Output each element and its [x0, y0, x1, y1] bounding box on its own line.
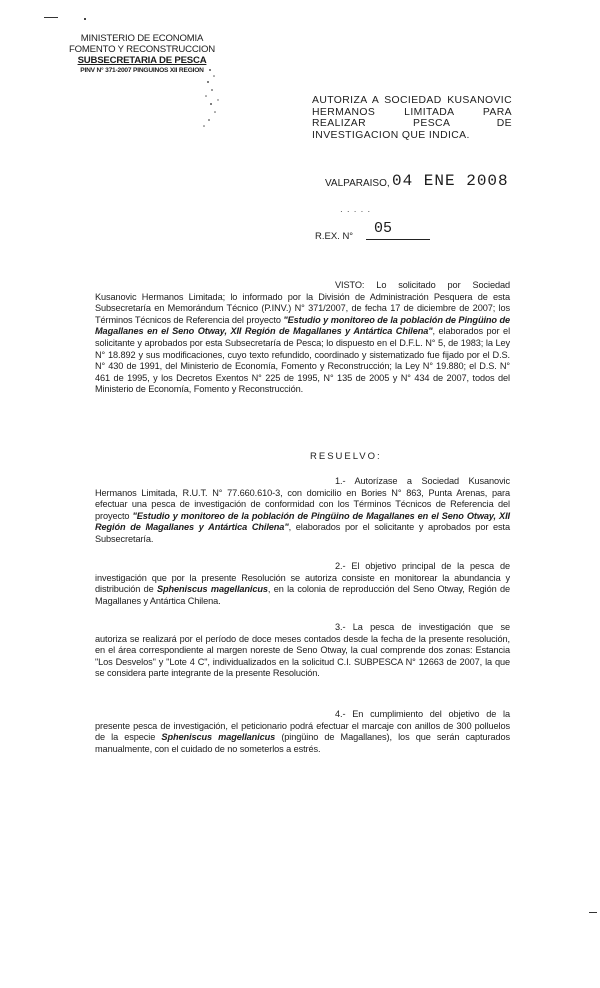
- resolution-item-4: [95, 709, 510, 755]
- item-1-project-title: "Estudio y monitoreo de la población de Pingüino de Magallanes en el Seno Otway, XII Región de Magallanes y Antártica Chilena": [95, 510, 510, 533]
- resolution-item-2: [95, 561, 510, 607]
- resuelvo-heading: RESUELVO:: [310, 451, 382, 462]
- visto-project-title: "Estudio y monitoreo de la población de Pingüino de Magallanes en el Seno Otway, XII Región de Magallanes y Antártica Chilena": [95, 314, 510, 337]
- letterhead-department: FOMENTO Y RECONSTRUCCION: [68, 44, 216, 55]
- item-3-text: 3.- La pesca de investigación que se autoriza se realizará por el período de doce meses contados desde la fecha de la presente resolución, en el área correspondiente al margen noreste de Seno Otway, la cual comprende dos zonas: Estancia "Los Desvelos" y "Lote 4 C", individualizados en la solicitud C.I. SUBPESCA N° 12663 de 2007, la que se considera parte integrante de la presente Resolución.: [95, 622, 510, 679]
- item-2-species: Spheniscus magellanicus: [156, 584, 268, 595]
- resolution-label: R.EX. N°: [315, 231, 354, 242]
- item-4-text: 4.- En cumplimiento del objetivo de la presente pesca de investigación, el peticionario podrá efectuar el marcaje con anillos de 300 polluelos de la especie: [95, 709, 510, 743]
- resolution-item-3: [95, 622, 510, 680]
- dots-mark: · · · · ·: [340, 207, 372, 216]
- resolution-item-1: [95, 476, 510, 546]
- ink-stamp-marks: [190, 62, 226, 132]
- date-place: VALPARAISO,: [325, 178, 390, 189]
- item-2-text: 2.- El objetivo principal de la pesca de investigación que por la presente Resolución se autoriza consiste en monitorear la abundancia y distribución de: [95, 561, 510, 595]
- margin-mark: [589, 912, 597, 913]
- letterhead-reference: PINV N° 371-2007 PINGUINOS XII REGION: [80, 67, 204, 74]
- letterhead-ministry: MINISTERIO DE ECONOMIA: [80, 33, 204, 44]
- item-4-species: Spheniscus magellanicus: [161, 732, 276, 743]
- summary-block: AUTORIZA A SOCIEDAD KUSANOVIC HERMANOS LIMITADA PARA REALIZAR PESCA DE INVESTIGACION QUE INDICA.: [312, 95, 512, 141]
- corner-mark: [44, 17, 58, 18]
- visto-text-start: VISTO: Lo solicitado por Sociedad Kusanovic Hermanos Limitada; lo informado por la División de Administración Pesquera de esta Subsecretaría en Memorándum Técnico (P.INV.) N° 371/2007, de fecha 17 de diciembre de 2007; los Términos Técnicos de Referencia del proyecto: [95, 280, 510, 325]
- item-2-text-end: , en la colonia de reproducción del Seno Otway, Región de Magallanes y Antártica Chilena.: [95, 584, 510, 606]
- resolution-number: 05: [366, 218, 430, 240]
- date-stamp: 04 ENE 2008: [392, 172, 509, 190]
- visto-paragraph: [95, 280, 510, 396]
- corner-dot: [84, 18, 86, 20]
- item-1-text-end: , elaborados por el solicitante y aprobados por esta Subsecretaría.: [95, 522, 510, 544]
- letterhead-subsecretaria: SUBSECRETARIA DE PESCA: [77, 55, 207, 66]
- item-1-text: 1.- Autorízase a Sociedad Kusanovic Hermanos Limitada, R.U.T. N° 77.660.610-3, con domicilio en Bories N° 863, Punta Arenas, para efectuar una pesca de investigación de conformidad con los Términos Técnicos de Referencia del proyecto: [95, 476, 510, 521]
- visto-text-end: , elaborados por el solicitante y aprobados por esta Subsecretaría de Pesca; lo dispuesto en el D.F.L. N° 5, de 1983; la Ley N° 18.892 y sus modificaciones, cuyo texto refundido, coordinado y sistematizado fue fijado por el D.S. N° 430 de 1991, del Ministerio de Economía, Fomento y Reconstrucción; la Ley N° 19.880; el D.S. N° 461 de 1995, y los Decretos Exentos N° 225 de 1995, N° 135 de 2005 y N° 434 de 2007, todos del Ministerio de Economía, Fomento y Reconstrucción.: [95, 326, 511, 395]
- item-4-text-end: (pingüino de Magallanes), los que serán capturados manualmente, con el cuidado de no someterlos a estrés.: [95, 732, 511, 754]
